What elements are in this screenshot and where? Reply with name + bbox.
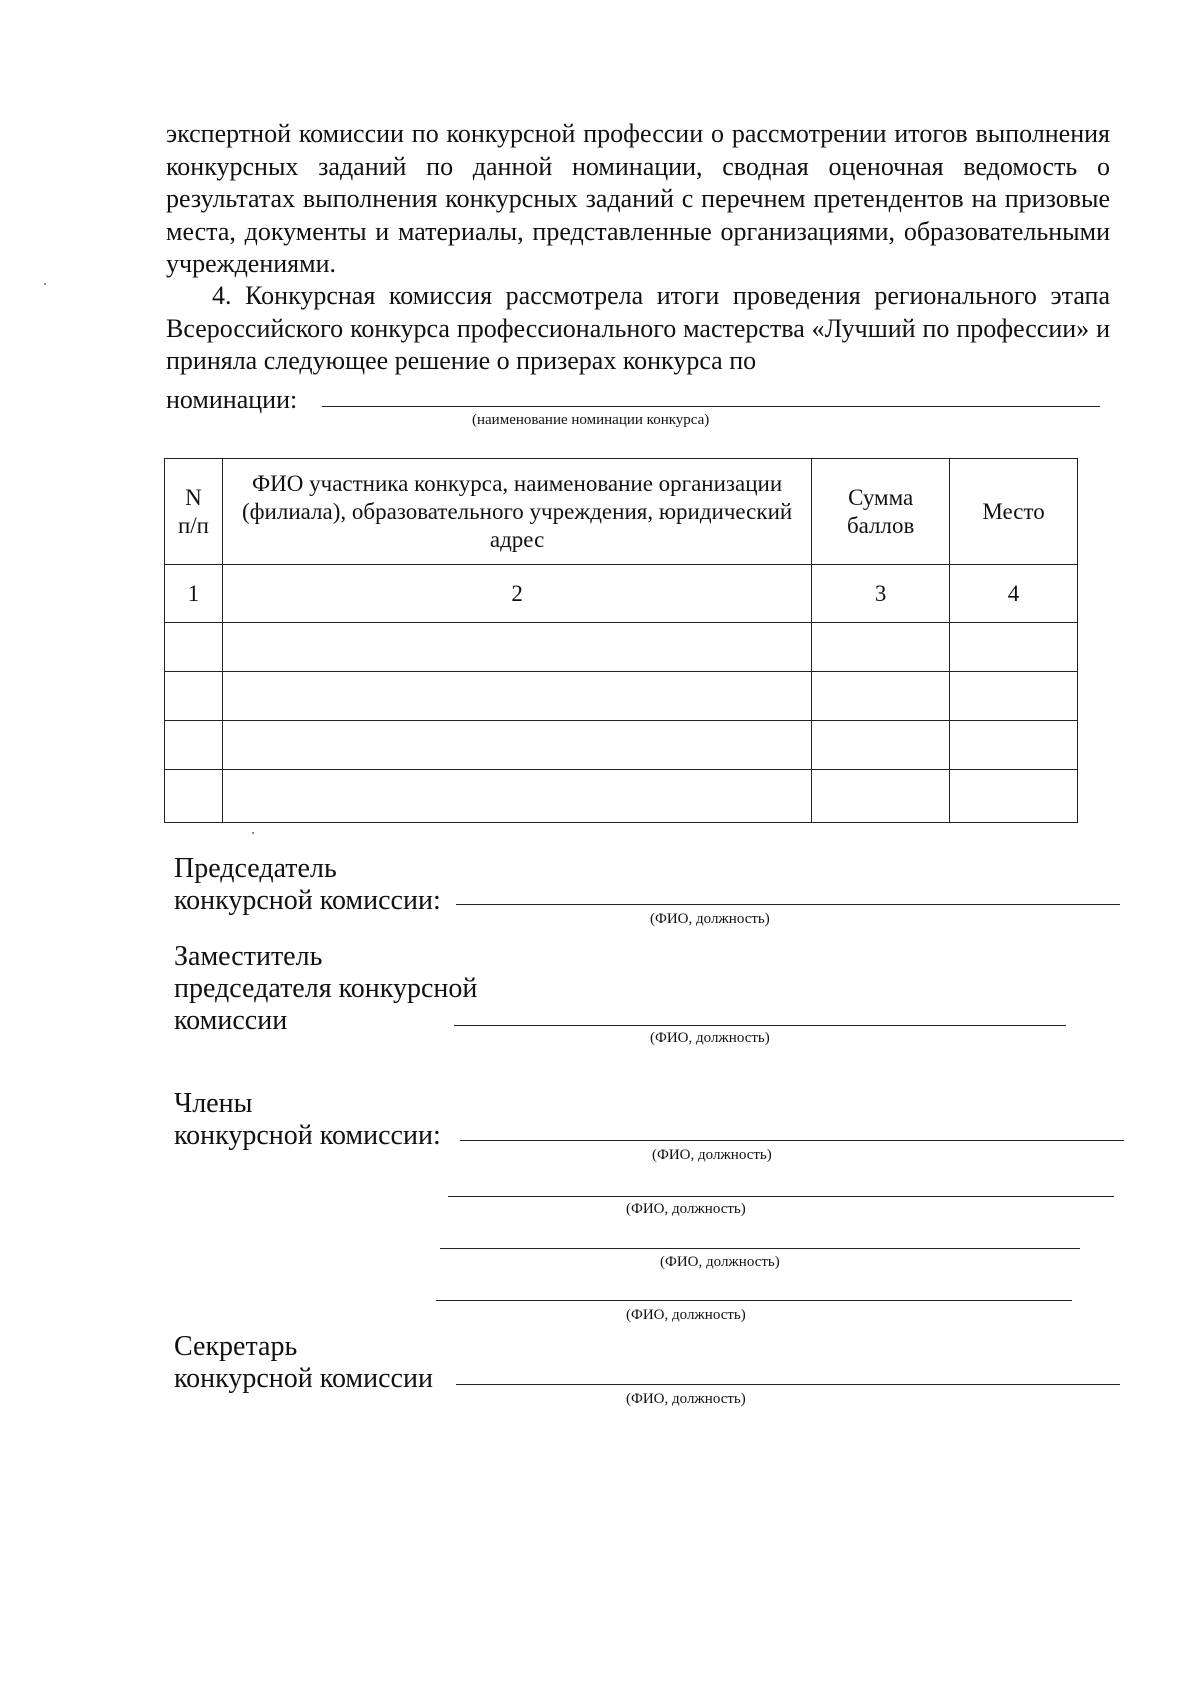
- secretary-fio-caption: (ФИО, должность): [626, 1391, 746, 1407]
- column-number-2: 2: [222, 565, 811, 623]
- nomination-label: номинации:: [166, 385, 298, 414]
- table-header-row: [165, 459, 1078, 565]
- column-number-4: 4: [950, 565, 1078, 623]
- header-score: Сумма баллов: [812, 459, 950, 565]
- table-row: [165, 672, 1078, 721]
- member-signature-line-1[interactable]: [460, 1140, 1124, 1141]
- cell-place[interactable]: [950, 721, 1078, 770]
- secretary-title: Секретарь: [174, 1331, 298, 1362]
- member-fio-caption-1: (ФИО, должность): [652, 1147, 772, 1163]
- results-table: [164, 458, 1078, 823]
- cell-participant[interactable]: [222, 721, 811, 770]
- column-number-3: 3: [812, 565, 950, 623]
- cell-score[interactable]: [812, 770, 950, 823]
- cell-place[interactable]: [950, 672, 1078, 721]
- cell-place[interactable]: [950, 770, 1078, 823]
- scan-speck: [252, 832, 254, 834]
- cell-score[interactable]: [812, 721, 950, 770]
- header-num: N п/п: [165, 459, 223, 565]
- cell-participant[interactable]: [222, 770, 811, 823]
- column-number-1: 1: [165, 565, 223, 623]
- member-signature-line-3[interactable]: [440, 1248, 1080, 1249]
- deputy-title-line3: комиссии: [174, 1005, 288, 1036]
- scan-speck: [44, 283, 46, 285]
- paragraph-item-4-text: 4. Конкурсная комиссия рассмотрела итоги проведения регионального этапа Всероссийского конкурса профессионального мастерства «Лучший по профессии» и приняла следующее решение о призерах конкурса по: [166, 281, 1110, 375]
- cell-num[interactable]: [165, 770, 223, 823]
- cell-participant[interactable]: [222, 623, 811, 672]
- cell-place[interactable]: [950, 623, 1078, 672]
- nomination-caption: (наименование номинации конкурса): [472, 412, 710, 428]
- member-fio-caption-3: (ФИО, должность): [660, 1254, 780, 1270]
- cell-score[interactable]: [812, 672, 950, 721]
- deputy-signature-line[interactable]: [454, 1025, 1066, 1026]
- chairman-commission-label: конкурсной комиссии:: [174, 885, 441, 916]
- deputy-fio-caption: (ФИО, должность): [650, 1030, 770, 1046]
- chairman-title: Председатель: [174, 853, 337, 884]
- secretary-commission-label: конкурсной комиссии: [174, 1363, 433, 1394]
- cell-num[interactable]: [165, 672, 223, 721]
- chairman-fio-caption: (ФИО, должность): [650, 911, 770, 927]
- cell-participant[interactable]: [222, 672, 811, 721]
- cell-score[interactable]: [812, 623, 950, 672]
- column-numbers-row: [165, 565, 1078, 623]
- members-title: Члены: [174, 1088, 253, 1119]
- secretary-signature-line[interactable]: [456, 1384, 1120, 1385]
- deputy-title: Заместитель: [174, 941, 323, 972]
- table-row: [165, 721, 1078, 770]
- member-signature-line-2[interactable]: [448, 1196, 1114, 1197]
- member-fio-caption-4: (ФИО, должность): [626, 1307, 746, 1323]
- chairman-signature-line[interactable]: [456, 904, 1120, 905]
- cell-num[interactable]: [165, 721, 223, 770]
- paragraph-item-4: [166, 280, 1110, 378]
- table-row: [165, 623, 1078, 672]
- member-signature-line-4[interactable]: [436, 1300, 1072, 1301]
- cell-num[interactable]: [165, 623, 223, 672]
- deputy-title-line2: председателя конкурсной: [174, 973, 478, 1004]
- member-fio-caption-2: (ФИО, должность): [626, 1201, 746, 1217]
- paragraph-continuation: экспертной комиссии по конкурсной профессии о рассмотрении итогов выполнения конкурсных заданий по данной номинации, сводная оценочная ведомость о результатах выполнения конкурсных заданий с перечнем претендентов на призовые места, документы и материалы, представленные организациями, образовательными учреждениями.: [166, 119, 1110, 278]
- table-row: [165, 770, 1078, 823]
- members-commission-label: конкурсной комиссии:: [174, 1120, 441, 1151]
- nomination-underline: [322, 406, 1100, 407]
- header-place: Место: [950, 459, 1078, 565]
- header-participant: ФИО участника конкурса, наименование организации (филиала), образовательного учреждения, юридический адрес: [222, 459, 811, 565]
